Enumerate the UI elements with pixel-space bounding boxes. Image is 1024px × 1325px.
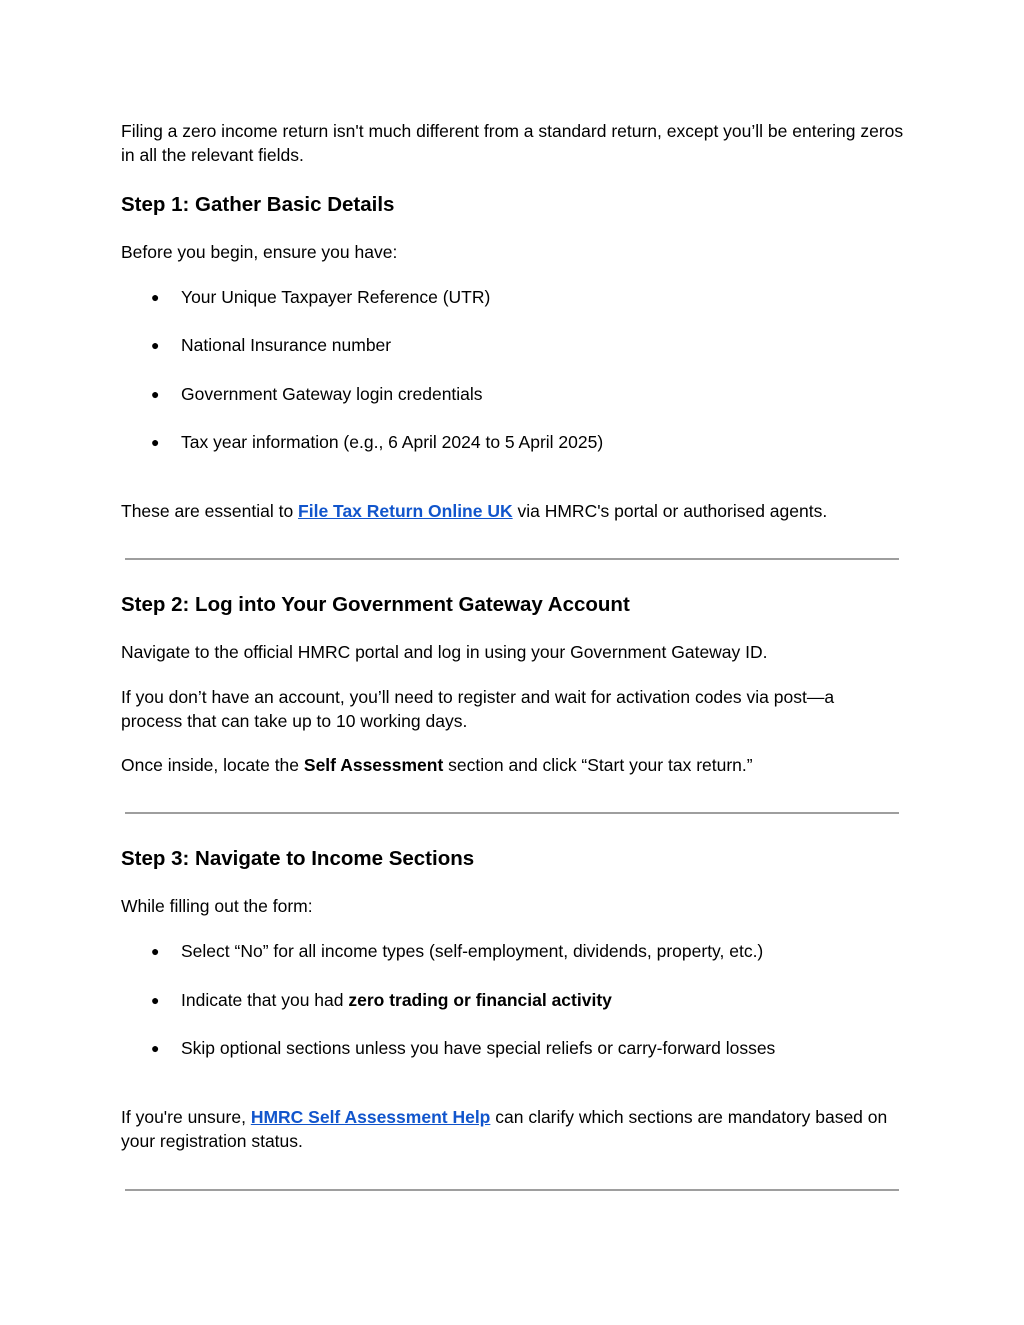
step3-bullet-list: [121, 939, 906, 1060]
bullet-icon: ●: [151, 386, 160, 402]
list-item-text: National Insurance number: [181, 335, 392, 355]
step1-heading: Step 1: Gather Basic Details: [121, 193, 395, 216]
list-item-text: Skip optional sections unless you have special reliefs or carry-forward losses: [181, 1038, 776, 1058]
section-divider: [125, 558, 899, 560]
bullet-icon: ●: [151, 1040, 160, 1056]
section-divider: [125, 1189, 899, 1191]
step3-closing-after: can clarify which sections are mandatory based on your registration status.: [121, 1107, 888, 1151]
bullet-icon: ●: [151, 289, 160, 305]
step3-closing-paragraph: [121, 1105, 906, 1153]
step1-closing-paragraph: [121, 499, 906, 523]
list-item: [121, 1036, 906, 1060]
zero-activity-bold: zero trading or financial activity: [348, 990, 612, 1010]
list-item-text: Your Unique Taxpayer Reference (UTR): [181, 287, 491, 307]
list-item: [121, 430, 906, 454]
list-item: [121, 333, 906, 357]
bullet-icon: ●: [151, 337, 160, 353]
self-assessment-bold: Self Assessment: [303, 755, 444, 775]
list-item-text: Tax year information (e.g., 6 April 2024 to 5 April 2025): [181, 432, 604, 452]
list-item: [121, 285, 906, 309]
list-item: [121, 939, 906, 963]
step2-para3-before: Once inside, locate the: [121, 755, 304, 775]
step2-paragraph-3: [121, 753, 906, 777]
hmrc-self-assessment-help-link[interactable]: HMRC Self Assessment Help: [250, 1107, 491, 1127]
bullet-icon: ●: [151, 992, 160, 1008]
list-item: [121, 382, 906, 406]
step1-lead: Before you begin, ensure you have:: [121, 242, 398, 262]
file-tax-return-link[interactable]: File Tax Return Online UK: [298, 501, 513, 521]
section-divider: [125, 812, 899, 814]
list-item-text: [181, 990, 612, 1010]
step2-paragraph-2: If you don’t have an account, you’ll need to register and wait for activation codes via post—a process that can take up to 10 working days.: [121, 687, 835, 731]
step3-heading: Step 3: Navigate to Income Sections: [121, 847, 475, 870]
step3-lead: While filling out the form:: [121, 896, 313, 916]
bullet-icon: ●: [151, 434, 160, 450]
step1-closing-before: These are essential to: [121, 501, 299, 521]
step2-para3-after: section and click “Start your tax return.”: [443, 755, 753, 775]
step1-bullet-list: [121, 285, 906, 454]
list-item-text-before: Indicate that you had: [181, 990, 349, 1010]
step2-heading: Step 2: Log into Your Government Gateway Account: [121, 593, 630, 616]
list-item: [121, 988, 906, 1012]
step2-paragraph-1: Navigate to the official HMRC portal and log in using your Government Gateway ID.: [121, 642, 768, 662]
list-item-text: Government Gateway login credentials: [181, 384, 483, 404]
list-item-text: Select “No” for all income types (self-employment, dividends, property, etc.): [181, 941, 764, 961]
bullet-icon: ●: [151, 943, 160, 959]
step1-closing-after: via HMRC's portal or authorised agents.: [512, 501, 828, 521]
step3-closing-before: If you're unsure,: [121, 1107, 251, 1127]
intro-paragraph: Filing a zero income return isn't much different from a standard return, except you’ll be entering zeros in all the relevant fields.: [121, 121, 904, 165]
